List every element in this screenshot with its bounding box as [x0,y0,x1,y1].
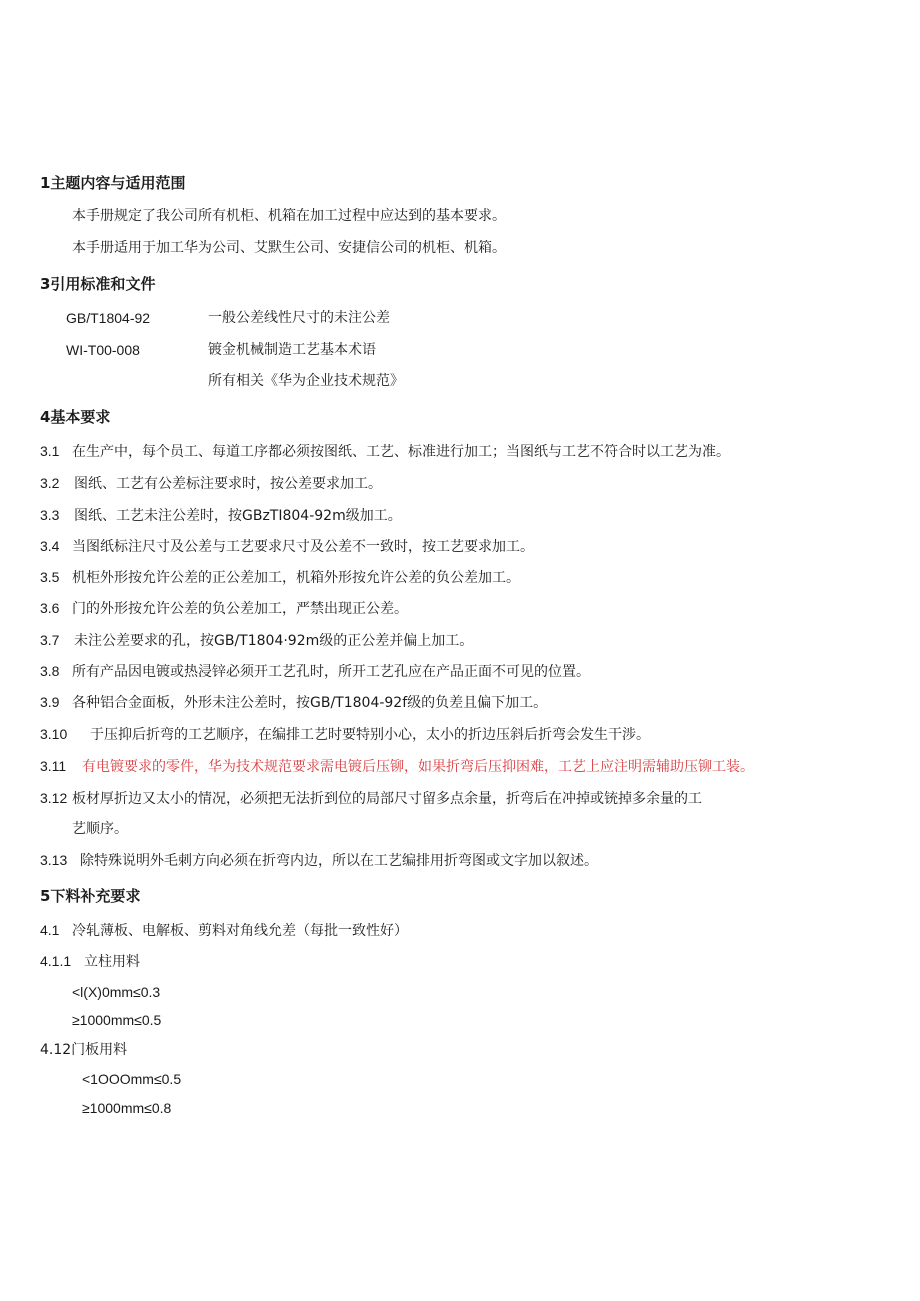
spec-line: ≥1000mm≤0.8 [82,1100,172,1116]
list-item [40,951,140,972]
list-item [40,661,590,682]
section-4-title: 4基本要求 [40,408,111,426]
ref-code: GB/T1804-92 [66,310,151,326]
item-number: 3.1 [40,443,60,459]
section-1-para-1: 本手册规定了我公司所有机柜、机箱在加工过程中应达到的基本要求。 [72,208,506,224]
item-number: 3.2 [40,475,60,491]
list-item [40,630,473,651]
item-text-continuation: 艺顺序。 [72,821,128,837]
ref-desc: 镀金机械制造工艺基本术语 [208,342,376,358]
item-text: 在生产中，每个员工、每道工序都必须按图纸、工艺、标准进行加工；当图纸与工艺不符合时以工艺为准。 [72,444,730,460]
item-number: 3.9 [40,694,60,710]
list-item [40,473,382,494]
section-5-title: 5下料补充要求 [40,887,141,905]
list-item [40,850,598,871]
item-text: 未注公差要求的孔，按GB/T1804·92m级的正公差并偏上加工。 [74,633,474,649]
list-item [40,692,547,713]
section-1-para-2: 本手册适用于加工华为公司、艾默生公司、安捷信公司的机柜、机箱。 [72,240,506,256]
item-number: 3.12 [40,790,68,806]
item-text: 所有产品因电镀或热浸锌必须开工艺孔时，所开工艺孔应在产品正面不可见的位置。 [72,664,590,680]
list-item: 4.12门板用料 [40,1042,128,1058]
list-item [40,788,702,809]
ref-desc: 一般公差线性尺寸的未注公差 [208,310,390,326]
item-number: 3.5 [40,569,60,585]
item-number: 3.8 [40,663,60,679]
list-item [40,441,730,462]
item-text-highlighted: 有电镀要求的零件，华为技术规范要求需电镀后压铆，如果折弯后压抑困难，工艺上应注明需辅助压铆工装。 [82,759,754,775]
item-number: 4.1.1 [40,953,72,969]
ref-code: WI-T00-008 [66,342,140,358]
item-number: 3.13 [40,852,68,868]
item-number: 3.11 [40,758,67,774]
item-text: 于压抑后折弯的工艺顺序，在编排工艺时要特别小心，太小的折边压斜后折弯会发生干涉。 [90,727,650,743]
list-item [40,536,534,557]
item-text: 板材厚折边又太小的情况，必须把无法折到位的局部尺寸留多点余量，折弯后在冲掉或铳掉多余量的工 [72,791,702,807]
section-3-title: 3引用标准和文件 [40,275,156,293]
item-text: 图纸、工艺未注公差时，按GBzTI804-92m级加工。 [74,508,402,524]
list-item [40,920,408,941]
item-number: 3.6 [40,600,60,616]
item-text: 机柜外形按允许公差的正公差加工，机箱外形按允许公差的负公差加工。 [72,570,520,586]
list-item [40,724,650,745]
spec-line: <l(X)0mm≤0.3 [72,984,161,1000]
item-number: 3.7 [40,632,60,648]
list-item [40,756,754,777]
item-text: 除特殊说明外毛刺方向必须在折弯内边，所以在工艺编排用折弯图或文字加以叙述。 [80,853,598,869]
item-text: 当图纸标注尺寸及公差与工艺要求尺寸及公差不一致时，按工艺要求加工。 [72,539,534,555]
item-number: 3.3 [40,507,60,523]
item-text: 立柱用料 [84,954,140,970]
item-number: 3.10 [40,726,68,742]
item-number: 3.4 [40,538,60,554]
item-text: 各种铝合金面板，外形未注公差时，按GB/T1804-92f级的负差且偏下加工。 [72,695,548,711]
item-text: 图纸、工艺有公差标注要求时，按公差要求加工。 [74,476,382,492]
item-number: 4.1 [40,922,60,938]
list-item [40,598,408,619]
spec-line: ≥1000mm≤0.5 [72,1012,162,1028]
section-1-title: 1主题内容与适用范围 [40,174,186,192]
list-item [40,567,520,588]
spec-line: <1OOOmm≤0.5 [82,1071,182,1087]
ref-desc: 所有相关《华为企业技术规范》 [208,373,404,389]
list-item [40,505,402,526]
item-text: 门的外形按允许公差的负公差加工，严禁出现正公差。 [72,601,408,617]
item-text: 冷轧薄板、电解板、剪料对角线允差（每批一致性好） [72,923,408,939]
